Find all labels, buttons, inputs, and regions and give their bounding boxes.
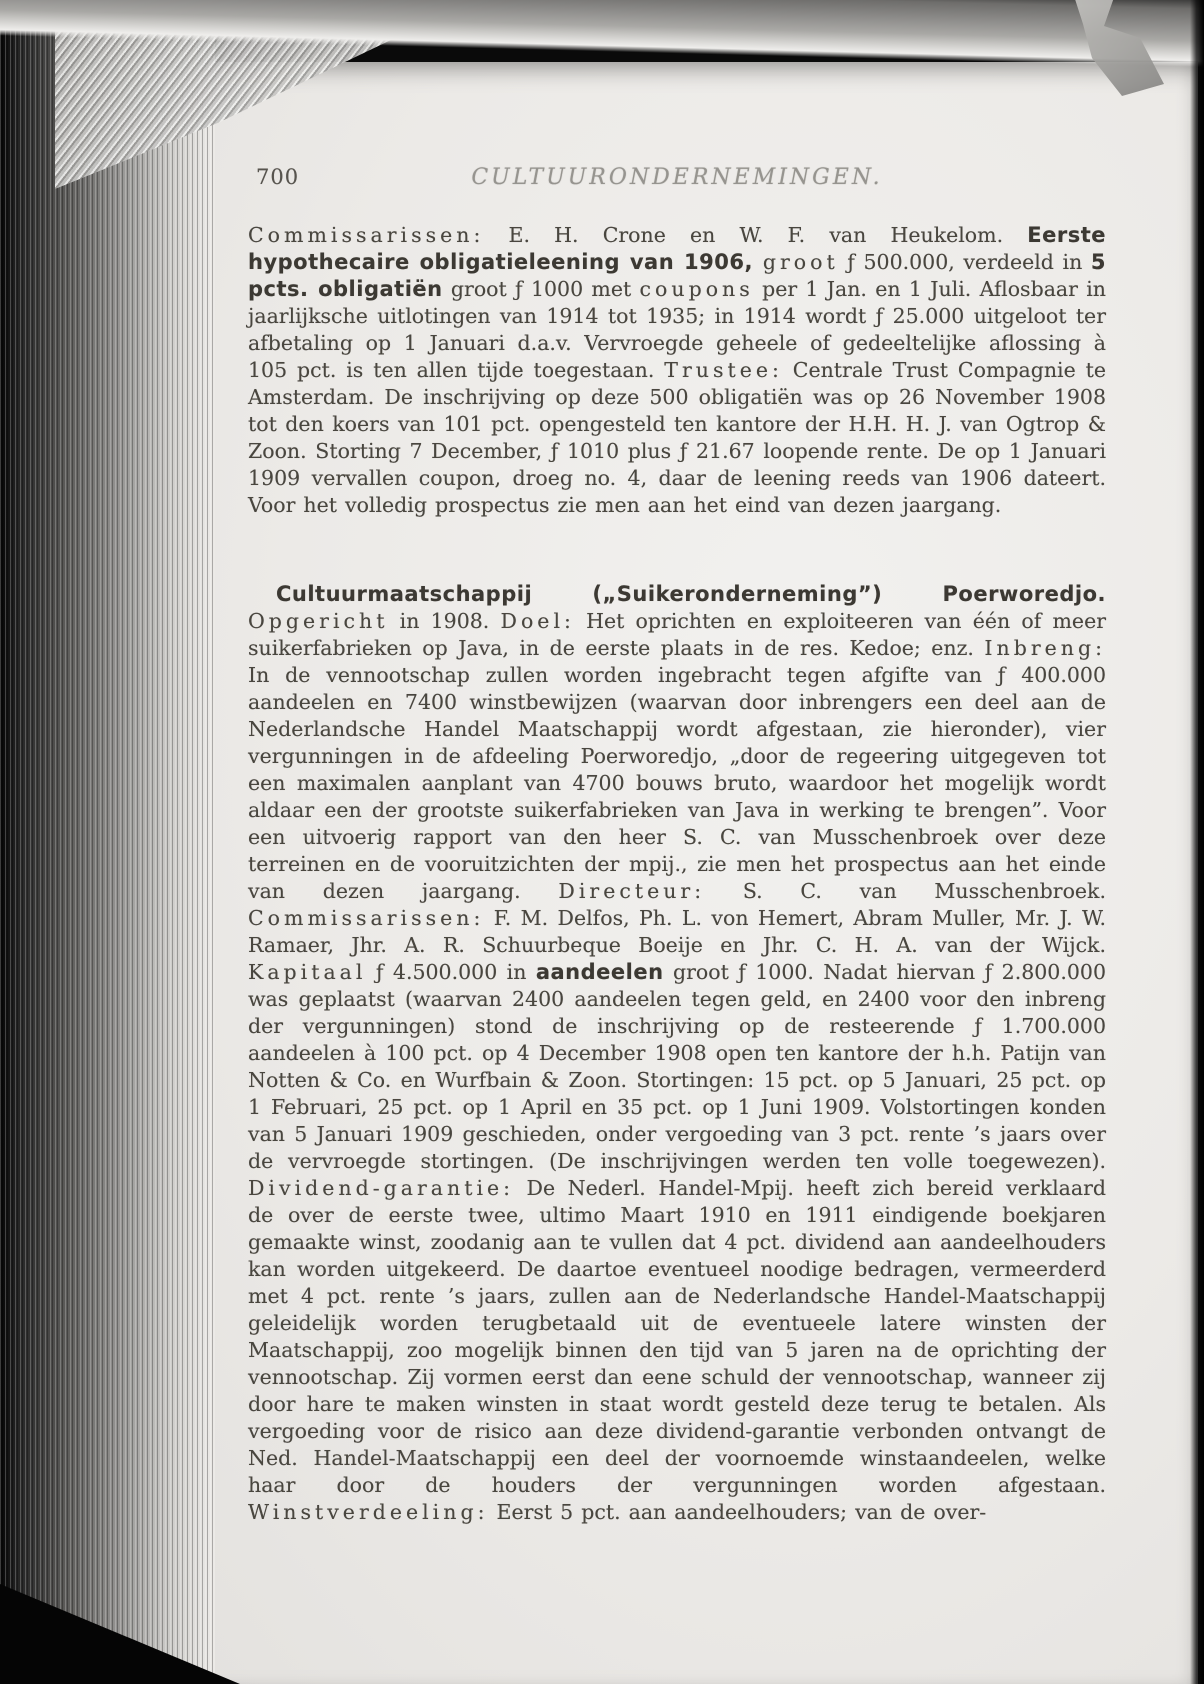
text-run-spaced: Winstverdeeling: [248,1500,489,1524]
text-run: ƒ 4.500.000 in [366,960,536,984]
text-run-spaced: Inbreng: [984,636,1106,660]
text-run: In de vennootschap zullen worden ingebracht tegen afgifte van ƒ 400.000 aandeelen en 7400 winstbewijzen (waarvan door inbrengers een deel aan de Nederlandsche Handel Maatschappij wordt afgestaan, zie hieronder), vier vergunningen in de afdeeling Poerworedjo, „door de regeering uitgegeven tot een maximalen aanplant van 4700 bouws bruto, waardoor het mogelijk wordt aldaar een der grootste suikerfabrieken van Java in werking te brengen”. Voor een uitvoerig rapport van den heer S. C. van Musschenbroek over deze terreinen en de vooruitzichten der mpij., zie men het prospectus aan het einde van dezen jaargang. [248,663,1106,903]
text-run-bold: 5 pcts. obligatiën [248,250,1106,301]
text-run-spaced: Trustee: [664,358,783,382]
text-run: De Nederl. Handel-Mpij. heeft zich bereid verklaard de over de eerste twee, ultimo Maart 1910 en 1911 eindigende boekjaren gemaakte winst, zoodanig aan te vullen dat 4 pct. dividend aan aandeelhouders kan worden uitgekeerd. De daartoe eventueel noodige bedragen, vermeerderd met 4 pct. rente ’s jaars, zullen aan de Nederlandsche Handel-Maatschappij geleidelijk worden terugbetaald uit de eventueele latere winsten der Maatschappij, zoo mogelijk binnen den tijd van 5 jaren na de oprichting der vennootschap. Zij vormen eerst dan eene schuld der vennootschap, wanneer zij door hare te maken winsten in staat wordt gesteld deze terug te betalen. Als vergoeding voor de risico aan deze dividend-garantie verbonden ontvangt de Ned. Handel-Maatschappij een deel der voornoemde winstaandeelen, welke haar door de houders der vergunningen worden afgestaan. [248,1176,1106,1497]
text-run: groot ƒ 1000 met [442,277,640,301]
text-run-spaced: Doel: [500,609,575,633]
text-run-spaced: Commissarissen: [248,906,485,930]
page-header [248,164,1106,192]
paragraph-obligatieleening [248,222,1106,519]
text-run: F. M. Delfos, Ph. L. von Hemert, Abram Muller, Mr. J. W. Ramaer, Jhr. A. R. Schuurbeque Boeije en Jhr. C. H. A. van der Wijck. [248,906,1106,957]
text-run-spaced: groot [762,250,839,274]
paragraph-cultuurmaatschappij-poerworedjo [248,581,1106,1526]
text-run-spaced: coupons [639,277,754,301]
text-run: Centrale Trust Compagnie te Amsterdam. De inschrijving op deze 500 obligatiën was op 26 November 1908 tot den koers van 101 pct. opengesteld ten kantore der H.H. H. J. van Ogtrop & Zoon. Storting 7 December, ƒ 1010 plus ƒ 21.67 loopende rente. De op 1 Januari 1909 vervallen coupon, droeg no. 4, daar de leening reeds van 1906 dateert. Voor het volledig prospectus zie men aan het eind van dezen jaargang. [248,358,1106,517]
text-run: groot ƒ 1000. Nadat hiervan ƒ 2.800.000 was geplaatst (waarvan 2400 aandeelen tegen geld, en 2400 voor den inbreng der vergunningen) stond de inschrijving op de resteerende ƒ 1.700.000 aandeelen à 100 pct. op 4 December 1908 open ten kantore der h.h. Patijn van Notten & Co. en Wurfbain & Zoon. Stortingen: 15 pct. op 5 Januari, 25 pct. op 1 Februari, 25 pct. op 1 April en 35 pct. op 1 Juni 1909. Volstortingen konden van 5 Januari 1909 geschieden, onder vergoeding van 3 pct. rente ’s jaars over de vervroegde stortingen. (De inschrijvingen werden ten volle toegewezen). [248,960,1106,1173]
running-head: CULTUURONDERNEMINGEN. [471,165,883,190]
text-run: per 1 Jan. en 1 Juli. Aflosbaar in jaarlijksche uitlotingen van 1914 tot 1935; in 1914 wordt ƒ 25.000 uitgeloot ter afbetaling op 1 Januari d.a.v. Vervroegde geheele of gedeeltelijke aflossing à 105 pct. is ten allen tijde toegestaan. [248,277,1107,382]
text-run: Eerst 5 pct. aan aandeelhouders; van de over- [488,1500,987,1524]
text-run-spaced: Kapitaal [248,960,367,984]
text-column [248,164,1106,1526]
right-edge-shadow [1190,0,1204,1684]
text-run-spaced: Directeur: [558,879,706,903]
book-top-edge [0,0,1204,78]
text-run: Het oprichten en exploiteeren van één of meer suikerfabrieken op Java, in de eerste plaats in de res. Kedoe; enz. [248,609,1106,660]
text-run-spaced: Opgericht [248,609,389,633]
text-run-bold: Cultuurmaatschappij („Suikeronderneming”) Poerworedjo. [276,582,1106,606]
text-run-bold: aandeelen [535,960,664,984]
page-number: 700 [256,165,300,189]
text-run-bold: Eerste hypothecaire obligatieleening van 1906, [248,223,1106,274]
book-page [140,62,1198,1684]
text-run: in 1908. [388,609,501,633]
text-run: ƒ 500.000, verdeeld in [838,250,1091,274]
text-run-spaced: Commissarissen: [248,223,485,247]
text-run-spaced: Dividend-garantie: [248,1176,515,1200]
text-run: S. C. van Musschenbroek. [705,879,1106,903]
book-page-edges-left [0,0,215,1684]
text-run: E. H. Crone en W. F. van Heukelom. [484,223,1028,247]
